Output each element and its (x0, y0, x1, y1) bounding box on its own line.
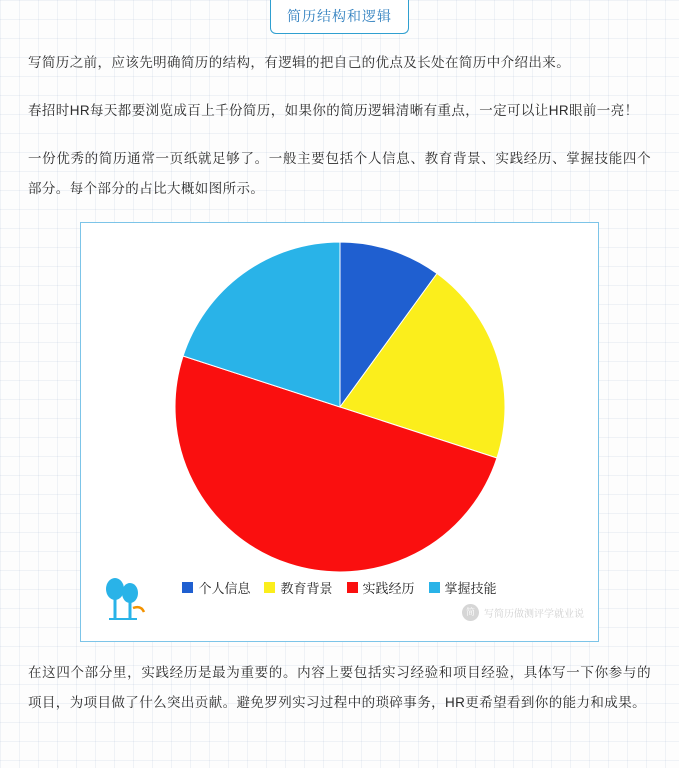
legend-item (429, 578, 497, 597)
legend-swatch-education (264, 582, 275, 593)
page-title: 简历结构和逻辑 (270, 0, 409, 34)
paragraph-1: 写简历之前，应该先明确简历的结构，有逻辑的把自己的优点及长处在简历中介绍出来。 (28, 55, 571, 70)
pie-chart-card (80, 222, 599, 642)
pie-chart (81, 237, 598, 577)
paragraph-2: 春招时HR每天都要浏览成百上千份简历，如果你的简历逻辑清晰有重点，一定可以让HR眼前一亮！ (28, 103, 639, 118)
watermark (462, 604, 584, 621)
legend-label: 个人信息 (198, 581, 251, 596)
legend-item (264, 578, 332, 597)
legend-swatch-skills (429, 582, 440, 593)
pie-chart-svg (170, 237, 510, 577)
legend-item (182, 578, 250, 597)
legend-item (347, 578, 415, 597)
title-container (28, 0, 651, 34)
paragraph-3: 一份优秀的简历通常一页纸就足够了。一般主要包括个人信息、教育背景、实践经历、掌握技能四个部分。每个部分的占比大概如图所示。 (28, 151, 651, 196)
paragraph-closing: 在这四个部分里，实践经历是最为重要的。内容上要包括实习经验和项目经验，具体写一下你参与的项目，为项目做了什么突出贡献。避免罗列实习过程中的琐碎事务，HR更希望看到你的能力和成果。 (28, 665, 651, 710)
legend-swatch-experience (347, 582, 358, 593)
tree-decoration-icon (99, 575, 159, 627)
legend-label: 教育背景 (280, 581, 333, 596)
watermark-text: 写简历做测评学就业说 (484, 609, 584, 620)
legend-label: 掌握技能 (444, 581, 497, 596)
legend-label: 实践经历 (362, 581, 415, 596)
legend-swatch-personal-info (182, 582, 193, 593)
watermark-logo-icon: 简 (462, 604, 479, 621)
